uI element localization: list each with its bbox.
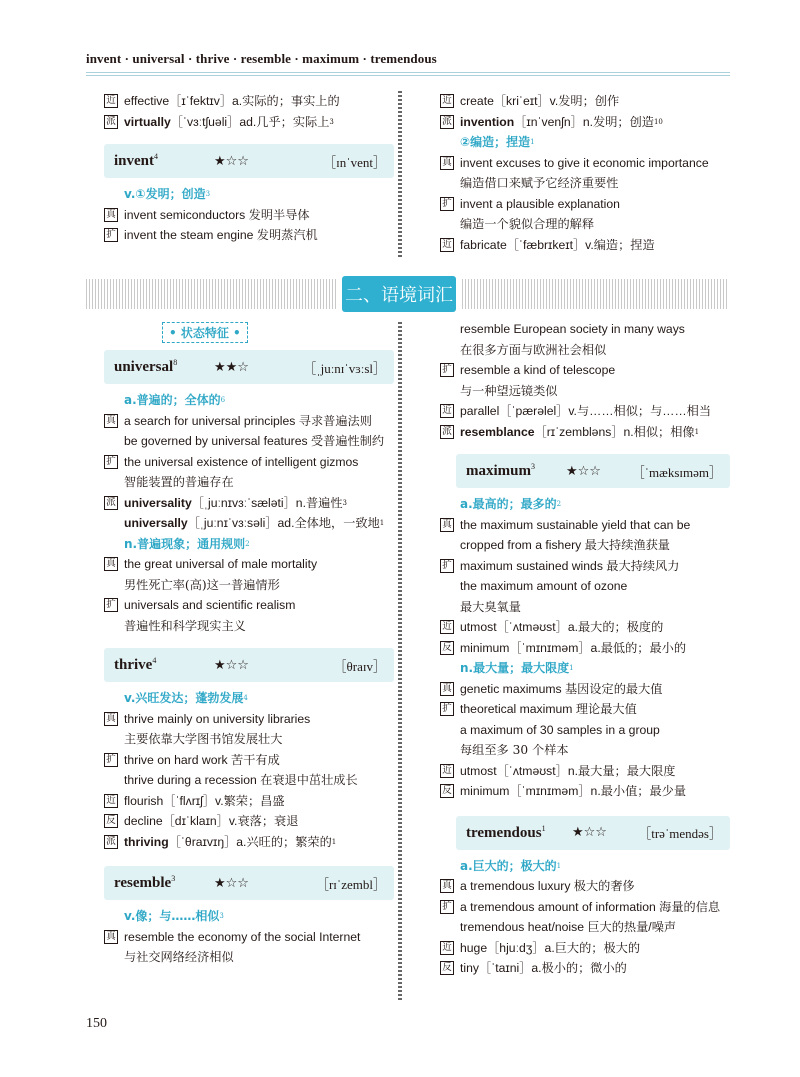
sense-frequency: 3 — [219, 912, 224, 920]
entry-line — [440, 340, 730, 361]
example-text: cropped from a fishery 最大持续渔获量 — [460, 538, 670, 552]
entry-line — [104, 513, 394, 534]
tag-jin: 近 — [440, 764, 454, 778]
tag-kuo: 扩 — [104, 228, 118, 242]
derived-word: universally — [124, 516, 188, 530]
tag-pai: 派 — [440, 425, 454, 439]
entry-line — [104, 811, 394, 832]
translation-text: 与社交网络经济相似 — [124, 950, 234, 964]
entry-line — [440, 781, 730, 802]
example-text: tremendous heat/noise 巨大的热量/噪声 — [460, 920, 677, 934]
entry-line — [104, 616, 394, 637]
frequency-sup: 1 — [331, 837, 337, 846]
entry-line — [440, 91, 730, 112]
entry-line — [440, 214, 730, 235]
translation-text: 最大臭氧量 — [460, 599, 521, 614]
headword — [114, 656, 214, 674]
tag-kuo: 扩 — [440, 363, 454, 377]
example-text: resemble European society in many ways — [460, 322, 685, 336]
frequency-sup: 10 — [653, 117, 663, 126]
headword-thrive — [104, 648, 394, 682]
tag-zhen: 真 — [440, 682, 454, 696]
tag-pai: 派 — [440, 115, 454, 129]
column-divider — [398, 91, 402, 259]
synonym-text: flourish［ˈflʌrɪʃ］v.繁荣；昌盛 — [124, 793, 285, 808]
translation-text: 编造借口来赋予它经济重要性 — [460, 176, 619, 190]
headword-maximum — [456, 454, 730, 488]
translation-text: 主要依靠大学图书馆发展壮大 — [124, 732, 283, 746]
headword — [114, 358, 214, 376]
example-text: invent the steam engine 发明蒸汽机 — [124, 228, 318, 242]
entry-line — [440, 597, 730, 618]
translation-text: 每组至多 30 个样本 — [460, 743, 569, 757]
headword-text: thrive — [114, 657, 153, 673]
sense-line — [104, 688, 394, 709]
tag-kuo: 扩 — [440, 900, 454, 914]
example-text: thrive on hard work 苦干有成 — [124, 752, 280, 767]
pronunciation: ［trəˈmendəs］ — [638, 826, 722, 841]
pronunciation: ［ˈmæksɪməm］ — [631, 464, 722, 480]
pronunciation: ［ɪnˈvent］ — [323, 154, 386, 170]
frequency-sup: 3 — [329, 117, 334, 126]
tag-jin: 近 — [440, 620, 454, 634]
entry-line — [440, 381, 730, 402]
example-text: be governed by universal features 受普遍性制约 — [124, 434, 385, 448]
translation-text: 男性死亡率(高)这一普遍情形 — [124, 577, 280, 592]
example-text: invent a plausible explanation — [460, 196, 620, 211]
entry-line — [440, 938, 730, 959]
derived-text: ［rɪˈzembləns］n.相似；相像 — [534, 424, 695, 439]
headword-resemble — [104, 866, 394, 900]
headword-frequency: 1 — [541, 823, 546, 833]
tag-zhen: 真 — [440, 518, 454, 532]
entry-line — [440, 699, 730, 720]
entry-line — [104, 431, 394, 452]
tag-kuo: 扩 — [104, 455, 118, 469]
tag-zhen: 真 — [104, 414, 118, 428]
entry-line — [104, 750, 394, 771]
sense-label: n.普遍现象；通用规则 — [124, 536, 246, 551]
translation-text: 编造一个貌似合理的解释 — [460, 217, 595, 231]
antonym-text: minimum［ˈmɪnɪməm］n.最小值；最少量 — [460, 784, 687, 798]
sense-frequency: 2 — [245, 539, 250, 548]
sense-frequency: 3 — [205, 190, 211, 198]
example-text: invent semiconductors 发明半导体 — [124, 207, 310, 222]
sense-line — [104, 534, 394, 555]
entry-line — [440, 679, 730, 700]
entry-line — [440, 761, 730, 782]
headword-invent — [104, 144, 394, 178]
tag-fan: 反 — [104, 814, 118, 828]
entry-line — [440, 173, 730, 194]
page-number: 150 — [86, 1016, 107, 1031]
entry-line — [104, 225, 394, 246]
entry-line — [104, 411, 394, 432]
pronunciation: ［θraɪv］ — [333, 658, 386, 674]
entry-line — [104, 91, 394, 112]
tag-jin: 近 — [104, 794, 118, 808]
sense-frequency: 2 — [556, 500, 562, 508]
entry-line — [440, 235, 730, 256]
frequency-sup: 1 — [694, 427, 700, 436]
frequency-sup: 1 — [379, 519, 385, 527]
entry-line — [440, 319, 730, 340]
headword — [466, 824, 572, 842]
translation-text: 智能装置的普遍存在 — [124, 475, 234, 489]
derived-text: ［ˈvɜːtʃuəli］ad.几乎；实际上 — [170, 114, 330, 129]
header-rule — [86, 72, 730, 76]
tag-zhen: 真 — [440, 156, 454, 170]
synonym-text: parallel［ˈpærəlel］v.与……相似；与……相当 — [460, 404, 712, 418]
entry-line — [104, 927, 394, 948]
headword-text: universal — [114, 359, 174, 375]
sense-label: v.①发明；创造 — [124, 187, 206, 201]
headword — [466, 462, 566, 480]
lower-left-column — [104, 322, 394, 968]
sense-line — [440, 658, 730, 679]
sense-label: n.最大量；最大限度 — [460, 661, 570, 675]
synonym-text: utmost［ˈʌtməʊst］a.最大的；极度的 — [460, 620, 664, 634]
entry-line — [440, 958, 730, 979]
entry-line — [440, 112, 730, 133]
state-feature-label: • 状态特征 • — [162, 322, 248, 343]
sense-frequency: 1 — [569, 664, 574, 672]
headword-frequency: 3 — [531, 462, 535, 471]
sense-line — [104, 184, 394, 205]
sense-label: a.巨大的；极大的 — [460, 858, 557, 873]
example-text: theoretical maximum 理论最大值 — [460, 702, 637, 716]
entry-line — [440, 720, 730, 741]
headword-frequency: 4 — [152, 656, 157, 665]
entry-line — [440, 422, 730, 443]
entry-line — [440, 401, 730, 422]
headword-universal — [104, 350, 394, 384]
top-right-column — [440, 91, 730, 255]
headword-text: resemble — [114, 875, 172, 891]
entry-line — [104, 832, 394, 853]
entry-line — [440, 194, 730, 215]
derived-text: ［ˈθraɪvɪŋ］a.兴旺的；繁荣的 — [168, 834, 332, 849]
entry-line — [104, 205, 394, 226]
sense-frequency: 1 — [556, 861, 562, 870]
entry-line — [104, 493, 394, 514]
example-text: the great universal of male mortality — [124, 557, 318, 571]
sense-frequency: 1 — [530, 138, 535, 146]
tag-pai: 派 — [104, 496, 118, 510]
example-text: a tremendous amount of information 海量的信息 — [460, 899, 721, 914]
entry-line — [440, 617, 730, 638]
lower-right-column — [440, 319, 730, 979]
tag-pai: 派 — [104, 115, 118, 129]
example-text: the universal existence of intelligent gizmos — [124, 454, 359, 469]
entry-line — [104, 575, 394, 596]
pronunciation: ［rɪˈzembl］ — [315, 876, 386, 892]
sense-label: ②编造；捏造 — [460, 135, 531, 149]
rating-stars: ★★☆ — [214, 359, 249, 375]
entry-line — [440, 876, 730, 897]
sense-line — [440, 494, 730, 515]
synonym-text: effective［ɪˈfektɪv］a.实际的；事实上的 — [124, 94, 340, 108]
tag-fan: 反 — [440, 961, 454, 975]
entry-line — [104, 709, 394, 730]
entry-line — [104, 472, 394, 493]
translation-text: 在很多方面与欧洲社会相似 — [460, 342, 607, 357]
top-left-column — [104, 91, 394, 246]
entry-line — [104, 947, 394, 968]
banner-stripe-right — [462, 279, 728, 309]
derived-word: resemblance — [460, 424, 535, 439]
entry-line — [104, 452, 394, 473]
example-text: thrive during a recession 在衰退中茁壮成长 — [124, 773, 358, 787]
synonym-text: create［kriˈeɪt］v.发明；创作 — [460, 94, 620, 108]
headword — [114, 874, 214, 892]
entry-line — [104, 729, 394, 750]
example-text: thrive mainly on university libraries — [124, 711, 311, 726]
example-text: a maximum of 30 samples in a group — [460, 722, 660, 737]
sense-label: v.兴旺发达；蓬勃发展 — [124, 691, 244, 705]
headword — [114, 152, 214, 170]
derived-text: ［ˌjuːnɪvɜːˈsæləti］n.普遍性 — [191, 495, 343, 510]
translation-text: 与一种望远镜类似 — [460, 383, 558, 398]
entry-line — [104, 791, 394, 812]
example-text: the maximum amount of ozone — [460, 579, 628, 593]
headword-frequency: 3 — [171, 874, 176, 883]
sense-label: a.最高的；最多的 — [460, 497, 557, 511]
headword-frequency: 8 — [173, 358, 178, 367]
entry-line — [440, 556, 730, 577]
rating-stars: ★☆☆ — [214, 875, 249, 891]
sense-frequency: 6 — [220, 396, 226, 404]
entry-line — [440, 153, 730, 174]
synonym-text: huge［hjuːdʒ］a.巨大的；极大的 — [460, 940, 641, 955]
entry-line — [440, 535, 730, 556]
antonym-text: minimum［ˈmɪnɪməm］a.最低的；最小的 — [460, 640, 687, 655]
sense-label: v.像；与……相似 — [124, 909, 220, 923]
derived-text: ［ˌjuːnɪˈvɜːsəli］ad.全体地，一致地 — [187, 516, 380, 530]
entry-line — [440, 360, 730, 381]
entry-line — [440, 576, 730, 597]
rating-stars: ★☆☆ — [572, 825, 607, 840]
entry-line — [440, 917, 730, 938]
translation-text: 普遍性和科学现实主义 — [124, 618, 246, 633]
headword-frequency: 4 — [154, 152, 159, 161]
entry-line — [440, 897, 730, 918]
derived-word: universality — [124, 495, 192, 510]
example-text: resemble a kind of telescope — [460, 363, 616, 377]
derived-word: thriving — [124, 834, 169, 849]
tag-zhen: 真 — [104, 712, 118, 726]
example-text: the maximum sustainable yield that can be — [460, 517, 691, 532]
headword-text: invent — [114, 153, 155, 169]
section-banner: 二、语境词汇 — [342, 276, 456, 312]
tag-jin: 近 — [440, 238, 454, 252]
example-text: a tremendous luxury 极大的奢侈 — [460, 879, 635, 893]
tag-kuo: 扩 — [440, 702, 454, 716]
tag-fan: 反 — [440, 641, 454, 655]
antonym-text: tiny［ˈtaɪni］a.极小的；微小的 — [460, 961, 627, 975]
tag-jin: 近 — [440, 94, 454, 108]
tag-zhen: 真 — [440, 879, 454, 893]
derived-word: invention — [460, 114, 515, 129]
entry-line — [104, 112, 394, 133]
tag-zhen: 真 — [104, 208, 118, 222]
tag-zhen: 真 — [104, 557, 118, 571]
antonym-text: decline［dɪˈklaɪn］v.衰落；衰退 — [124, 814, 299, 828]
entry-line — [440, 638, 730, 659]
tag-jin: 近 — [440, 941, 454, 955]
example-text: invent excuses to give it economic importance — [460, 155, 709, 170]
frequency-sup: 3 — [342, 498, 348, 507]
derived-word: virtually — [124, 114, 171, 129]
sense-label: a.普遍的；全体的 — [124, 393, 221, 407]
headword-tremendous — [456, 816, 730, 850]
tag-kuo: 扩 — [104, 753, 118, 767]
sense-line — [440, 132, 730, 153]
sense-frequency: 4 — [243, 694, 248, 702]
synonym-text: fabricate［ˈfæbrɪkeɪt］v.编造；捏造 — [460, 237, 655, 252]
tag-fan: 反 — [440, 784, 454, 798]
rating-stars: ★☆☆ — [214, 657, 249, 673]
synonym-text: utmost［ˈʌtməʊst］n.最大量；最大限度 — [460, 763, 676, 778]
entry-line — [104, 554, 394, 575]
derived-text: ［ɪnˈvenʃn］n.发明；创造 — [514, 114, 654, 129]
entry-line — [440, 515, 730, 536]
example-text: resemble the economy of the social Internet — [124, 929, 361, 944]
entry-line — [440, 740, 730, 761]
example-text: genetic maximums 基因设定的最大值 — [460, 681, 663, 696]
tag-zhen: 真 — [104, 930, 118, 944]
sense-line — [104, 390, 394, 411]
rating-stars: ★☆☆ — [214, 153, 249, 169]
headword-text: maximum — [466, 463, 531, 479]
tag-pai: 派 — [104, 835, 118, 849]
tag-jin: 近 — [440, 404, 454, 418]
example-text: maximum sustained winds 最大持续风力 — [460, 558, 680, 573]
banner-stripe-left — [86, 279, 336, 309]
rating-stars: ★☆☆ — [566, 463, 601, 479]
tag-kuo: 扩 — [104, 598, 118, 612]
tag-kuo: 扩 — [440, 197, 454, 211]
example-text: universals and scientific realism — [124, 598, 296, 612]
entry-line — [104, 770, 394, 791]
sense-line — [104, 906, 394, 927]
column-divider — [398, 322, 402, 1002]
headword-text: tremendous — [466, 824, 542, 841]
pronunciation: ［ˌjuːnɪˈvɜːsl］ — [303, 360, 386, 376]
entry-line — [104, 595, 394, 616]
tag-jin: 近 — [104, 94, 118, 108]
sense-line — [440, 856, 730, 877]
running-header: invent · universal · thrive · resemble · maximum · tremendous — [86, 51, 437, 66]
tag-kuo: 扩 — [440, 559, 454, 573]
example-text: a search for universal principles 寻求普遍法则 — [124, 413, 372, 428]
